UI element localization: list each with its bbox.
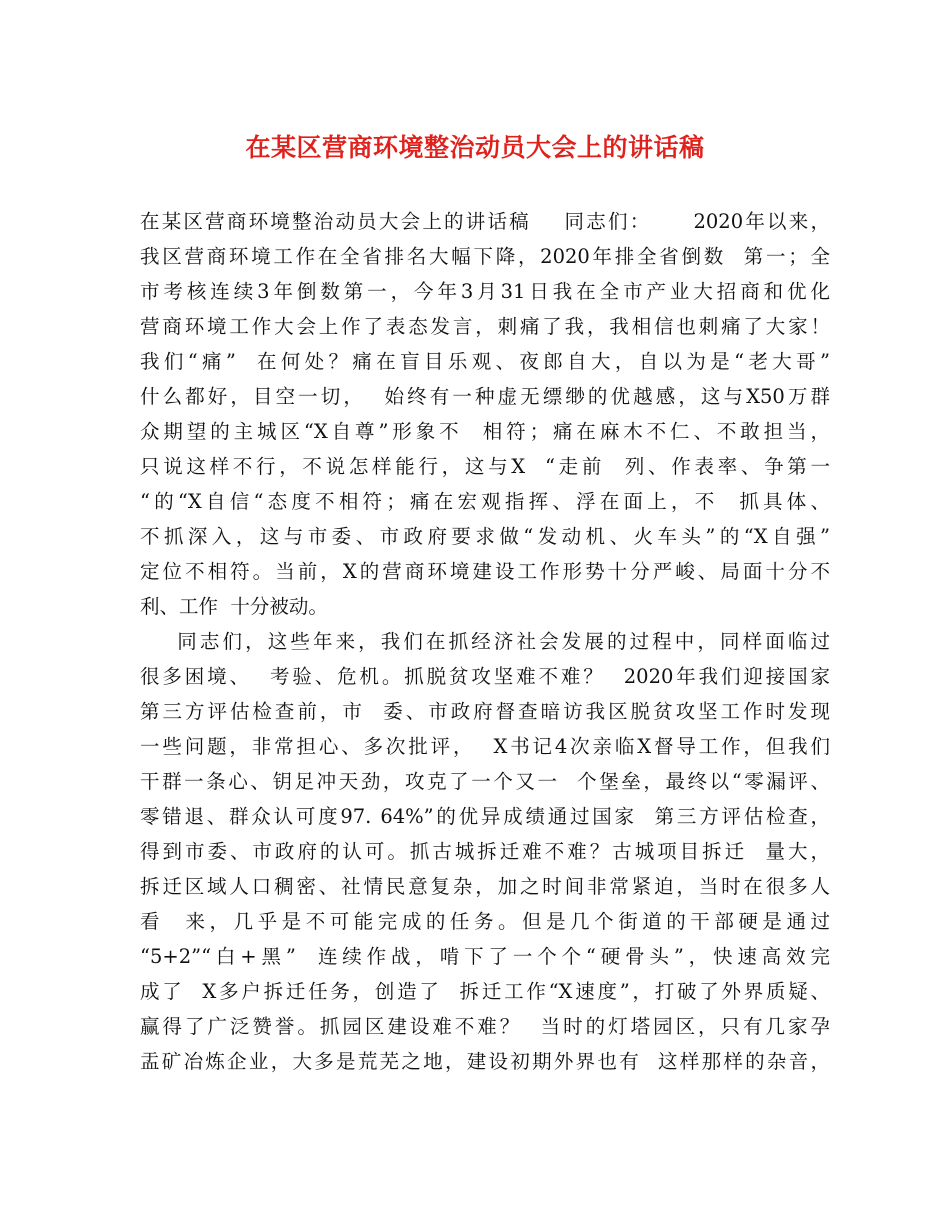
text-line: 营商环境工作大会上作了表态发言，刺痛了我，我相信也刺痛了大家！ <box>140 315 830 338</box>
text-line: 成了 X多户拆迁任务，创造了 拆迁工作“X速度”，打破了外界质疑、 <box>140 980 830 1003</box>
text-line: “5+2”“白+黑” 连续作战，啃下了一个个“硬骨头”，快速高效完 <box>140 945 830 968</box>
text-line: 我区营商环境工作在全省排名大幅下降，2020年排全省倒数 第一；全 <box>140 245 830 268</box>
text-line: 同志们，这些年来，我们在抓经济社会发展的过程中，同样面临过 <box>140 630 830 653</box>
text-line: 一些问题，非常担心、多次批评， X书记4次亲临X督导工作，但我们 <box>140 735 830 758</box>
text-line: 很多困境、 考验、危机。抓脱贫攻坚难不难？ 2020年我们迎接国家 <box>140 665 830 688</box>
document-title: 在某区营商环境整治动员大会上的讲话稿 <box>245 133 705 162</box>
text-line: 盂矿冶炼企业，大多是荒芜之地，建设初期外界也有 这样那样的杂音， <box>140 1050 830 1073</box>
text-line: 第三方评估检查前，市 委、市政府督查暗访我区脱贫攻坚工作时发现 <box>140 700 830 723</box>
text-line: 只说这样不行，不说怎样能行，这与X “走前 列、作表率、争第一 <box>140 455 830 478</box>
text-line: 定位不相符。当前，X的营商环境建设工作形势十分严峻、局面十分不 <box>140 560 830 583</box>
text-line: 我们“痛” 在何处？痛在盲目乐观、夜郎自大，自以为是“老大哥” <box>140 350 830 373</box>
text-line: 干群一条心、钥足冲天劲，攻克了一个又一 个堡垒，最终以“零漏评、 <box>140 770 830 793</box>
document-body <box>140 204 830 1079</box>
text-line: 市考核连续3年倒数第一，今年3月31日我在全市产业大招商和优化 <box>140 280 830 303</box>
text-line: 零错退、群众认可度97. 64%”的优异成绩通过国家 第三方评估检查， <box>140 805 830 828</box>
text-line: 众期望的主城区“X自尊”形象不 相符；痛在麻木不仁、不敢担当， <box>140 420 830 443</box>
text-line: 拆迁区域人口稠密、社情民意复杂，加之时间非常紧迫，当时在很多人 <box>140 875 830 898</box>
text-line: 不抓深入，这与市委、市政府要求做“发动机、火车头”的“X自强” <box>140 525 830 548</box>
text-line: 看 来，几乎是不可能完成的任务。但是几个街道的干部硬是通过 <box>140 910 830 933</box>
text-line: 得到市委、市政府的认可。抓古城拆迁难不难？古城项目拆迁 量大， <box>140 840 830 863</box>
text-line: “的“X自信“态度不相符；痛在宏观指挥、浮在面上，不 抓具体、 <box>140 490 830 513</box>
text-line: 赢得了广泛赞誉。抓园区建设难不难？ 当时的灯塔园区，只有几家孕 <box>140 1015 830 1038</box>
text-line: 什么都好，目空一切， 始终有一种虚无缥缈的优越感，这与X50万群 <box>140 385 830 408</box>
text-line: 利、工作 十分被动。 <box>140 595 328 618</box>
text-line: 在某区营商环境整治动员大会上的讲话稿 同志们： 2020年以来， <box>140 210 830 233</box>
